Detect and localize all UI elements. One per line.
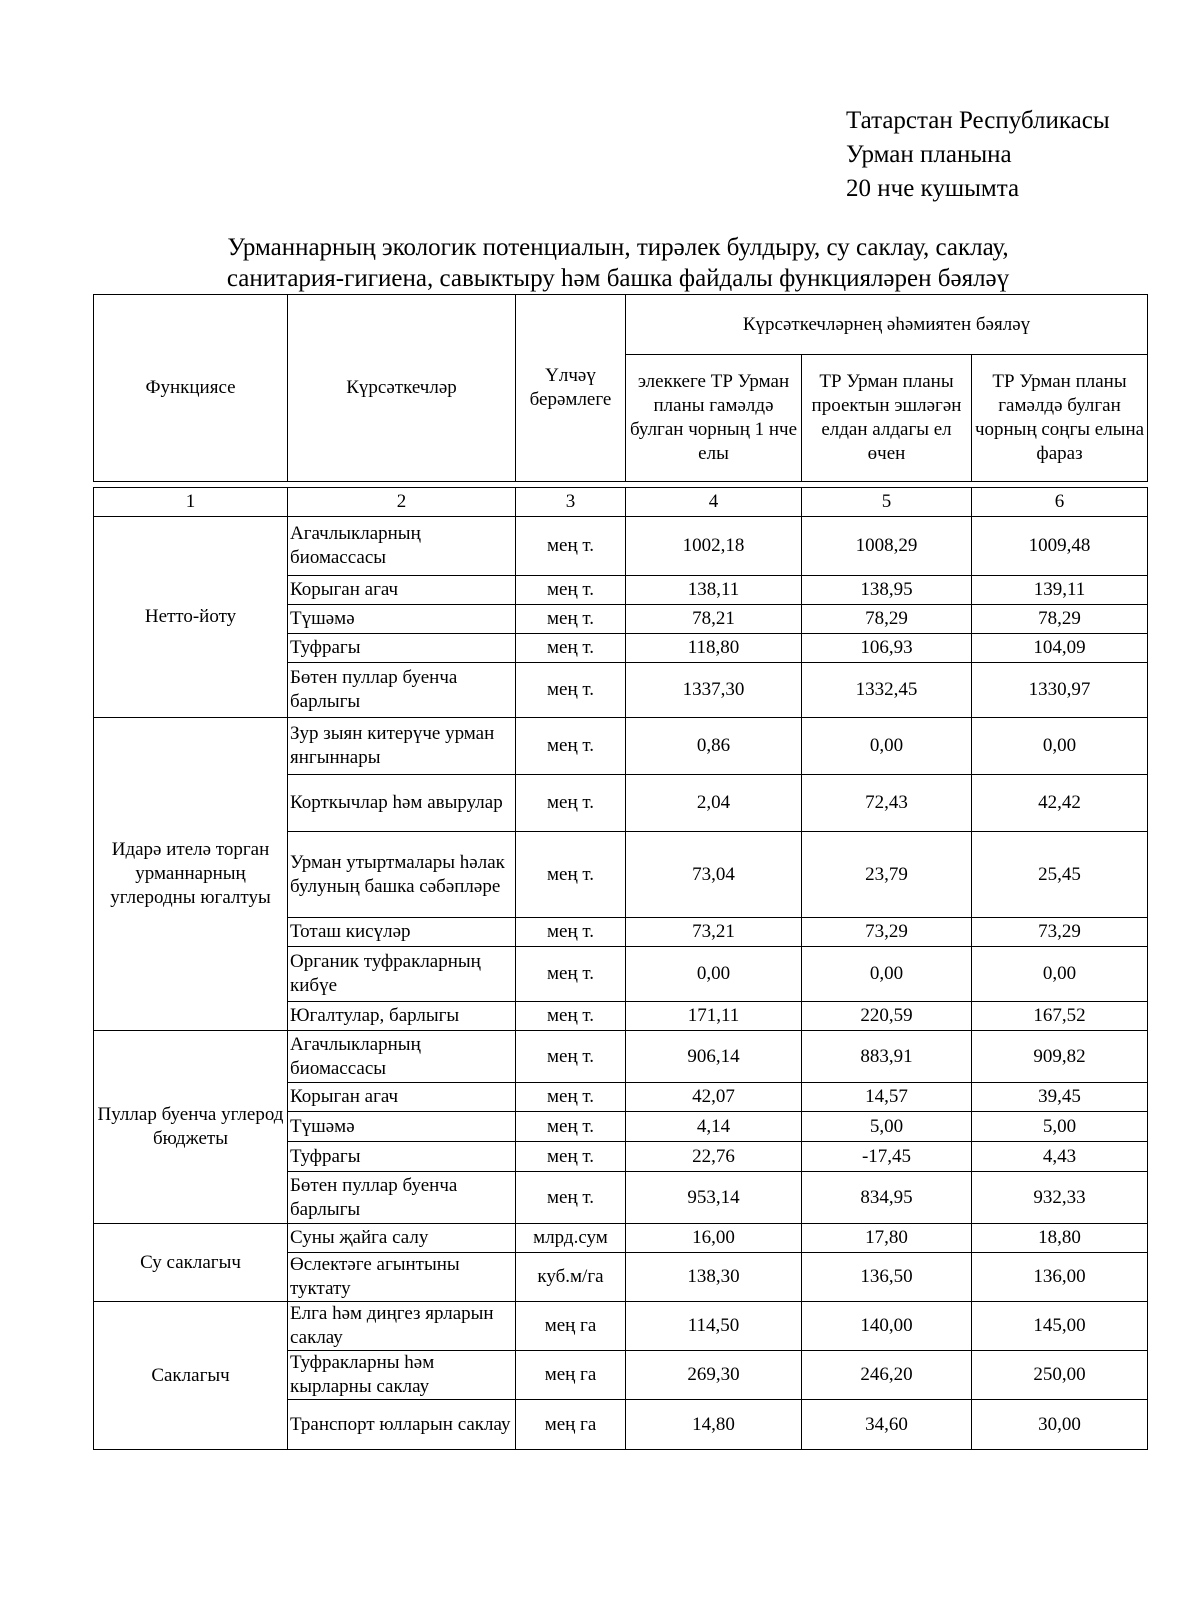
column-number-row bbox=[94, 488, 1148, 517]
value-col6-cell: 5,00 bbox=[972, 1112, 1148, 1142]
value-col4-cell: 73,21 bbox=[626, 918, 802, 947]
value-col5-cell: 834,95 bbox=[802, 1172, 972, 1224]
indicator-cell: Корыган агач bbox=[288, 1083, 516, 1112]
unit-cell: мең га bbox=[516, 1400, 626, 1450]
value-col4-cell: 16,00 bbox=[626, 1224, 802, 1253]
unit-cell: мең т. bbox=[516, 918, 626, 947]
value-col6-cell: 932,33 bbox=[972, 1172, 1148, 1224]
indicator-cell: Туфрагы bbox=[288, 1142, 516, 1172]
header-unit: Үлчәү берәмлеге bbox=[516, 295, 626, 482]
table-row bbox=[94, 517, 1148, 576]
header-col4: элеккеге ТР Урман планы гамәлдә булган чорның 1 нче елы bbox=[626, 355, 802, 482]
value-col4-cell: 269,30 bbox=[626, 1351, 802, 1400]
header-col6: ТР Урман планы гамәлдә булган чорның соңгы елына фараз bbox=[972, 355, 1148, 482]
unit-cell: мең га bbox=[516, 1351, 626, 1400]
value-col6-cell: 73,29 bbox=[972, 918, 1148, 947]
value-col5-cell: 136,50 bbox=[802, 1253, 972, 1302]
unit-cell: мең т. bbox=[516, 1112, 626, 1142]
value-col6-cell: 909,82 bbox=[972, 1031, 1148, 1083]
value-col5-cell: 106,93 bbox=[802, 634, 972, 663]
value-col4-cell: 0,00 bbox=[626, 947, 802, 1002]
value-col5-cell: 883,91 bbox=[802, 1031, 972, 1083]
indicator-cell: Органик туфракларның кибүе bbox=[288, 947, 516, 1002]
function-cell: Пуллар буенча углерод бюджеты bbox=[94, 1031, 288, 1224]
value-col4-cell: 42,07 bbox=[626, 1083, 802, 1112]
value-col6-cell: 42,42 bbox=[972, 775, 1148, 832]
col-number: 1 bbox=[94, 488, 288, 517]
unit-cell: мең т. bbox=[516, 1083, 626, 1112]
unit-cell: мең т. bbox=[516, 663, 626, 718]
value-col4-cell: 22,76 bbox=[626, 1142, 802, 1172]
value-col6-cell: 78,29 bbox=[972, 605, 1148, 634]
header-col5: ТР Урман планы проектын эшләгән елдан алдагы ел өчен bbox=[802, 355, 972, 482]
value-col5-cell: 1008,29 bbox=[802, 517, 972, 576]
value-col4-cell: 114,50 bbox=[626, 1302, 802, 1351]
indicator-cell: Бөтен пуллар буенча барлыгы bbox=[288, 663, 516, 718]
appendix-line-1: Татарстан Республикасы bbox=[846, 107, 1110, 134]
indicator-cell: Агачлыкларның биомассасы bbox=[288, 1031, 516, 1083]
value-col5-cell: 17,80 bbox=[802, 1224, 972, 1253]
data-table bbox=[93, 487, 1148, 1450]
value-col5-cell: 72,43 bbox=[802, 775, 972, 832]
header-function: Функциясе bbox=[94, 295, 288, 482]
indicator-cell: Өслектәге агынтыны туктату bbox=[288, 1253, 516, 1302]
value-col5-cell: 14,57 bbox=[802, 1083, 972, 1112]
function-cell: Саклагыч bbox=[94, 1302, 288, 1450]
table-row bbox=[94, 1224, 1148, 1253]
indicator-cell: Түшәмә bbox=[288, 1112, 516, 1142]
indicator-cell: Транспорт юлларын саклау bbox=[288, 1400, 516, 1450]
unit-cell: мең т. bbox=[516, 718, 626, 775]
value-col4-cell: 4,14 bbox=[626, 1112, 802, 1142]
unit-cell: мең т. bbox=[516, 1031, 626, 1083]
value-col4-cell: 171,11 bbox=[626, 1002, 802, 1031]
col-number: 4 bbox=[626, 488, 802, 517]
header-indicators: Күрсәткечләр bbox=[288, 295, 516, 482]
indicator-cell: Агачлыкларның биомассасы bbox=[288, 517, 516, 576]
indicator-cell: Югалтулар, барлыгы bbox=[288, 1002, 516, 1031]
indicator-cell: Суны җайга салу bbox=[288, 1224, 516, 1253]
value-col4-cell: 2,04 bbox=[626, 775, 802, 832]
header-group: Күрсәткечләрнең әһәмиятен бәяләү bbox=[626, 295, 1148, 355]
unit-cell: млрд.сум bbox=[516, 1224, 626, 1253]
indicator-cell: Туфрагы bbox=[288, 634, 516, 663]
appendix-line-2: Урман планына bbox=[846, 141, 1012, 168]
value-col6-cell: 145,00 bbox=[972, 1302, 1148, 1351]
value-col4-cell: 78,21 bbox=[626, 605, 802, 634]
value-col4-cell: 1337,30 bbox=[626, 663, 802, 718]
function-cell: Идарә ителә торган урманнарның углеродны югалтуы bbox=[94, 718, 288, 1031]
indicator-cell: Урман утыртмалары һәлак булуның башка сәбәпләре bbox=[288, 832, 516, 918]
col-number: 6 bbox=[972, 488, 1148, 517]
col-number: 3 bbox=[516, 488, 626, 517]
value-col6-cell: 18,80 bbox=[972, 1224, 1148, 1253]
value-col4-cell: 14,80 bbox=[626, 1400, 802, 1450]
value-col5-cell: 34,60 bbox=[802, 1400, 972, 1450]
value-col6-cell: 1009,48 bbox=[972, 517, 1148, 576]
value-col4-cell: 118,80 bbox=[626, 634, 802, 663]
col-number: 5 bbox=[802, 488, 972, 517]
table-header bbox=[93, 294, 1148, 482]
indicator-cell: Туфракларны һәм кырларны саклау bbox=[288, 1351, 516, 1400]
appendix-line-3: 20 нче кушымта bbox=[846, 175, 1020, 202]
value-col5-cell: 23,79 bbox=[802, 832, 972, 918]
data-table-body bbox=[94, 488, 1148, 1450]
value-col6-cell: 0,00 bbox=[972, 718, 1148, 775]
value-col5-cell: 1332,45 bbox=[802, 663, 972, 718]
unit-cell: мең т. bbox=[516, 517, 626, 576]
table-row bbox=[94, 718, 1148, 775]
value-col4-cell: 138,11 bbox=[626, 576, 802, 605]
indicator-cell: Елга һәм диңгез ярларын саклау bbox=[288, 1302, 516, 1351]
unit-cell: мең т. bbox=[516, 605, 626, 634]
value-col5-cell: 140,00 bbox=[802, 1302, 972, 1351]
table-row bbox=[94, 1031, 1148, 1083]
unit-cell: мең т. bbox=[516, 1172, 626, 1224]
title-line-2: санитария-гигиена, савыктыру һәм башка файдалы функцияләрен бәяләү bbox=[226, 265, 1010, 292]
value-col6-cell: 136,00 bbox=[972, 1253, 1148, 1302]
value-col6-cell: 39,45 bbox=[972, 1083, 1148, 1112]
value-col5-cell: 5,00 bbox=[802, 1112, 972, 1142]
value-col5-cell: 73,29 bbox=[802, 918, 972, 947]
value-col4-cell: 1002,18 bbox=[626, 517, 802, 576]
value-col6-cell: 104,09 bbox=[972, 634, 1148, 663]
value-col6-cell: 250,00 bbox=[972, 1351, 1148, 1400]
unit-cell: куб.м/га bbox=[516, 1253, 626, 1302]
unit-cell: мең т. bbox=[516, 634, 626, 663]
value-col4-cell: 73,04 bbox=[626, 832, 802, 918]
value-col4-cell: 906,14 bbox=[626, 1031, 802, 1083]
document-title bbox=[95, 232, 1141, 294]
indicator-cell: Зур зыян китерүче урман янгыннары bbox=[288, 718, 516, 775]
value-col5-cell: 78,29 bbox=[802, 605, 972, 634]
value-col5-cell: 246,20 bbox=[802, 1351, 972, 1400]
col-number: 2 bbox=[288, 488, 516, 517]
value-col6-cell: 30,00 bbox=[972, 1400, 1148, 1450]
title-line-1: Урманнарның экологик потенциалын, тирәлек булдыру, су саклау, саклау, bbox=[227, 234, 1009, 261]
value-col5-cell: -17,45 bbox=[802, 1142, 972, 1172]
value-col5-cell: 138,95 bbox=[802, 576, 972, 605]
unit-cell: мең т. bbox=[516, 1002, 626, 1031]
function-cell: Су саклагыч bbox=[94, 1224, 288, 1302]
value-col6-cell: 25,45 bbox=[972, 832, 1148, 918]
indicator-cell: Бөтен пуллар буенча барлыгы bbox=[288, 1172, 516, 1224]
value-col6-cell: 167,52 bbox=[972, 1002, 1148, 1031]
unit-cell: мең т. bbox=[516, 947, 626, 1002]
value-col6-cell: 4,43 bbox=[972, 1142, 1148, 1172]
value-col4-cell: 0,86 bbox=[626, 718, 802, 775]
value-col5-cell: 0,00 bbox=[802, 947, 972, 1002]
value-col5-cell: 0,00 bbox=[802, 718, 972, 775]
indicator-cell: Корткычлар һәм авырулар bbox=[288, 775, 516, 832]
unit-cell: мең т. bbox=[516, 1142, 626, 1172]
value-col6-cell: 139,11 bbox=[972, 576, 1148, 605]
unit-cell: мең т. bbox=[516, 576, 626, 605]
function-cell: Нетто-йоту bbox=[94, 517, 288, 718]
indicator-cell: Корыган агач bbox=[288, 576, 516, 605]
unit-cell: мең т. bbox=[516, 775, 626, 832]
indicator-cell: Тоташ кисүләр bbox=[288, 918, 516, 947]
unit-cell: мең га bbox=[516, 1302, 626, 1351]
table-row bbox=[94, 1302, 1148, 1351]
value-col6-cell: 0,00 bbox=[972, 947, 1148, 1002]
value-col4-cell: 138,30 bbox=[626, 1253, 802, 1302]
indicator-cell: Түшәмә bbox=[288, 605, 516, 634]
value-col4-cell: 953,14 bbox=[626, 1172, 802, 1224]
value-col5-cell: 220,59 bbox=[802, 1002, 972, 1031]
unit-cell: мең т. bbox=[516, 832, 626, 918]
appendix-note bbox=[846, 104, 1110, 206]
value-col6-cell: 1330,97 bbox=[972, 663, 1148, 718]
